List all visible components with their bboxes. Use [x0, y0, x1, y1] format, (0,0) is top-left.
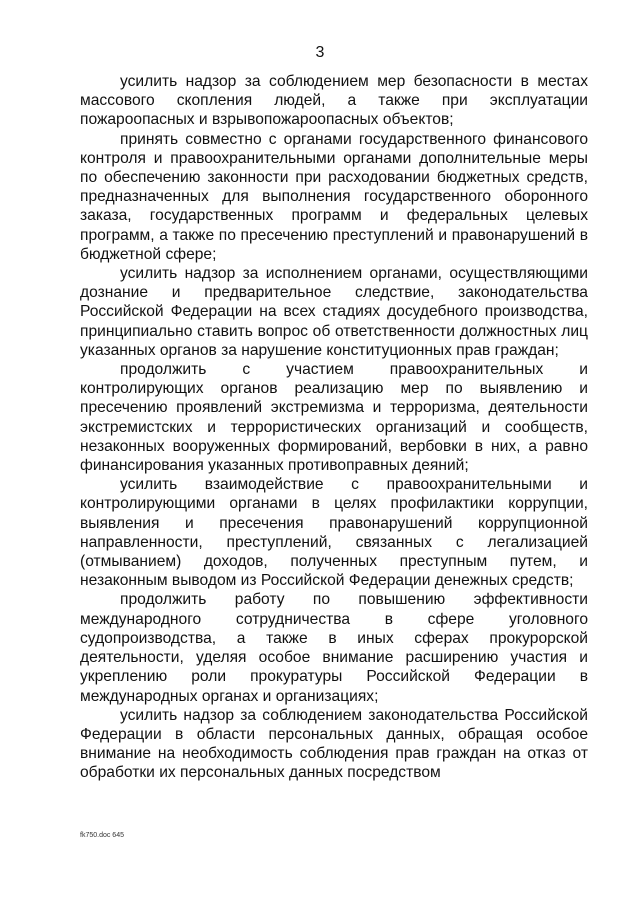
page-number: 3 [315, 44, 325, 61]
footer-file-reference: fk750.doc 645 [80, 832, 124, 839]
paragraph: усилить надзор за исполнением органами, осуществляющими дознание и предварительное следствие, законодательства Российской Федерации на всех стадиях досудебного производства, принципиально ставить вопрос об ответственности должностных лиц указанных органов за нарушение конституционных прав граждан; [80, 265, 588, 359]
paragraph: усилить взаимодействие с правоохранительными и контролирующими органами в целях профилактики коррупции, выявления и пресечения правонарушений коррупционной направленности, преступлений, связанных с легализацией (отмыванием) доходов, полученных преступным путем, и незаконным выводом из Российской Федерации денежных средств; [80, 476, 588, 590]
paragraph: продолжить с участием правоохранительных и контролирующих органов реализацию мер по выявлению и пресечению проявлений экстремизма и терроризма, деятельности экстремистских и террористических организаций и сообществ, незаконных вооруженных формирований, вербовки в них, а равно финансирования указанных противоправных деяний; [80, 361, 588, 475]
paragraph: принять совместно с органами государственного финансового контроля и правоохранительными органами дополнительные меры по обеспечению законности при расходовании бюджетных средств, предназначенных для выполнения государственного оборонного заказа, государственных программ и федеральных целевых программ, а также по пресечению преступлений и правонарушений в бюджетной сфере; [80, 130, 588, 263]
paragraph: усилить надзор за соблюдением законодательства Российской Федерации в области персональных данных, обращая особое внимание на необходимость соблюдения прав граждан на отказ от обработки их персональных данных посредством [80, 706, 588, 782]
paragraph: усилить надзор за соблюдением мер безопасности в местах массового скопления людей, а также при эксплуатации пожароопасных и взрывопожароопасных объектов; [80, 73, 588, 129]
paragraph: продолжить работу по повышению эффективности международного сотрудничества в сфере уголовного судопроизводства, а также в иных сферах прокурорской деятельности, уделяя особое внимание расширению участия и укреплению роли прокуратуры Российской Федерации в международных органах и организациях; [80, 591, 588, 705]
document-body [80, 72, 588, 783]
